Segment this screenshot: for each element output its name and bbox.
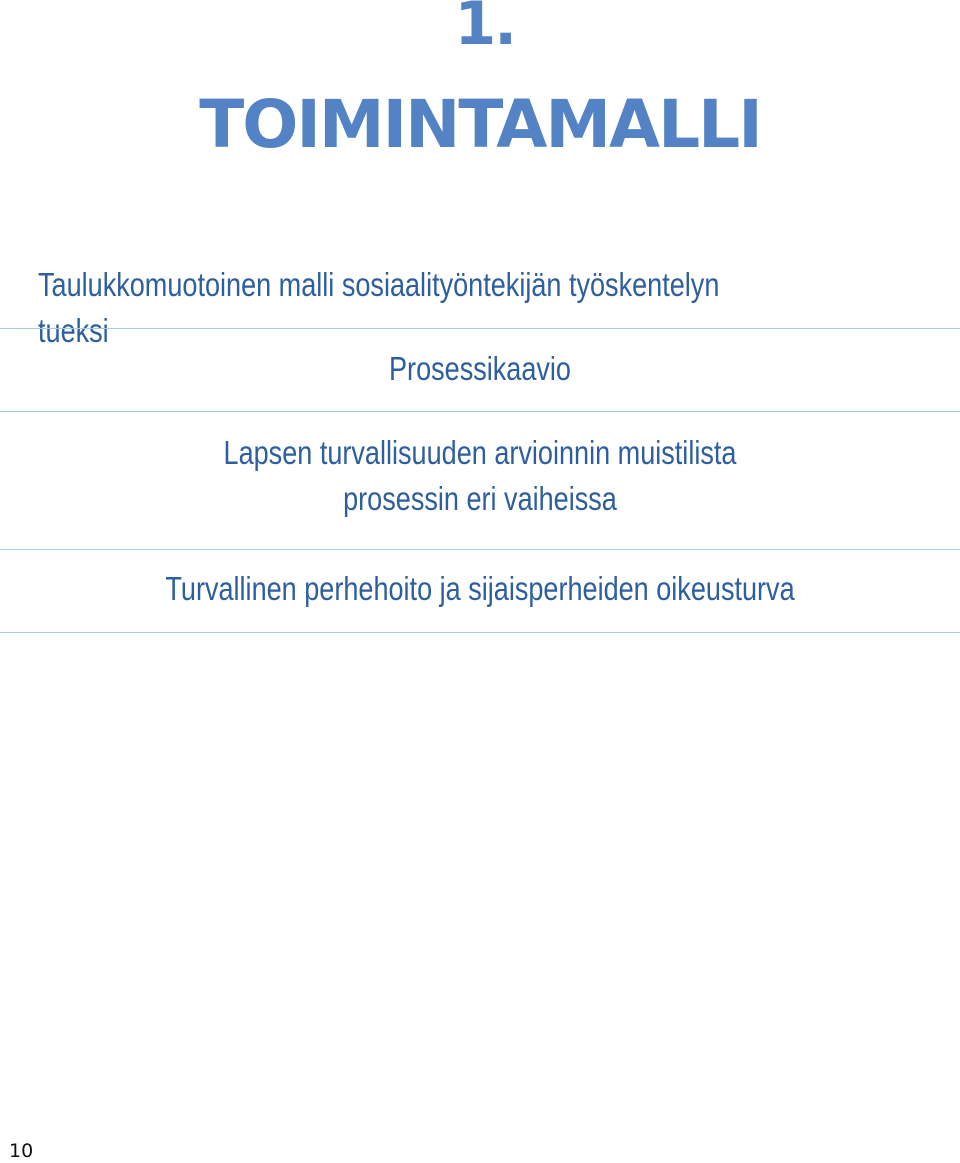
- toc-item-turvallinen-perhehoito[interactable]: [0, 566, 960, 612]
- toc-item-taulukkomuotoinen-malli[interactable]: [0, 262, 960, 354]
- divider: [0, 328, 960, 329]
- divider: [0, 632, 960, 633]
- toc-item-label: Taulukkomuotoinen malli sosiaalityöntekijän työskentelyn tueksi: [38, 266, 720, 349]
- chapter-title: TOIMINTAMALLI: [199, 86, 761, 163]
- toc-item-muistilista[interactable]: [0, 430, 960, 522]
- toc-item-label: Prosessikaavio: [389, 350, 571, 387]
- toc-item-label-line2: prosessin eri vaiheissa: [343, 480, 617, 517]
- page-number: 10: [9, 1140, 34, 1162]
- divider: [0, 411, 960, 412]
- chapter-number: 1.: [454, 0, 515, 59]
- divider: [0, 549, 960, 550]
- toc-item-prosessikaavio[interactable]: [0, 346, 960, 392]
- toc-item-label-line1: Lapsen turvallisuuden arvioinnin muistilista: [223, 434, 737, 471]
- toc-item-label: Turvallinen perhehoito ja sijaisperheiden oikeusturva: [165, 570, 795, 607]
